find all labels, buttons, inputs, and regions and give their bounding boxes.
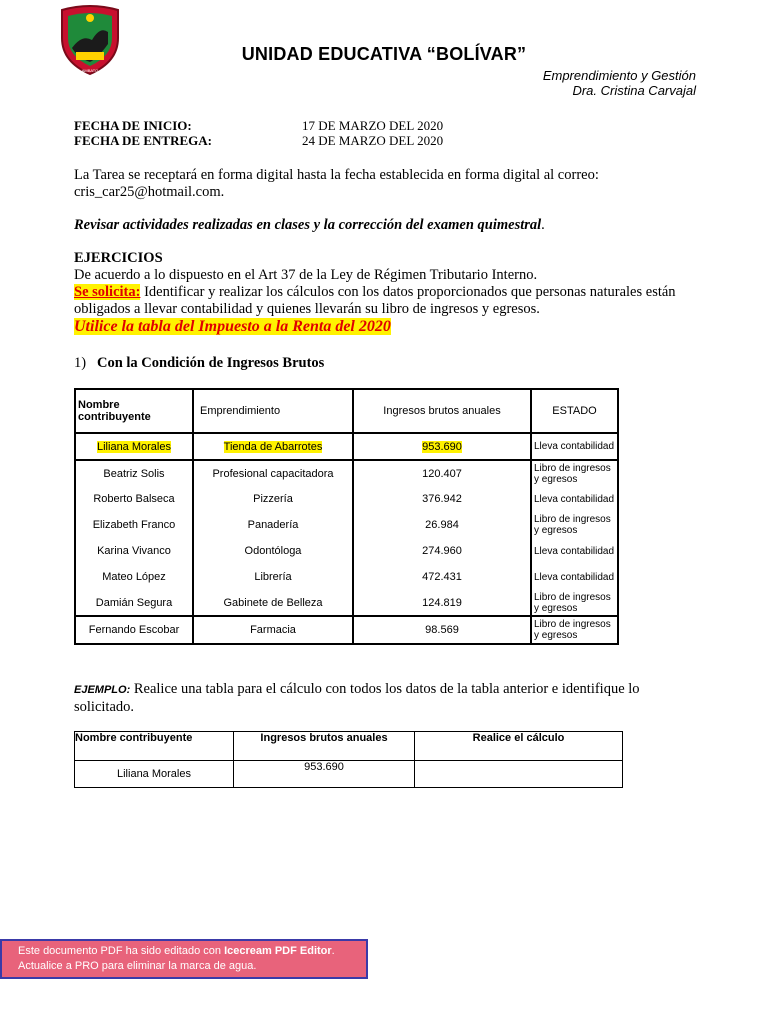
cell-business — [193, 433, 353, 460]
watermark-text-end: . — [331, 945, 335, 957]
review-period: . — [541, 217, 545, 233]
example-header-name: Nombre contribuyente — [75, 732, 234, 761]
table-row — [75, 512, 618, 538]
table-row — [75, 590, 618, 616]
cell-business: Profesional capacitadora — [193, 460, 353, 486]
example-label: EJEMPLO: — [74, 684, 131, 696]
cell-business: Panadería — [193, 512, 353, 538]
table-row — [75, 564, 618, 590]
example-cell-income: 953.690 — [234, 761, 415, 788]
section-title: Con la Condición de Ingresos Brutos — [96, 355, 325, 371]
cell-status: Libro de ingresos y egresos — [531, 512, 618, 538]
watermark-text-start: Este documento PDF ha sido editado con — [18, 945, 225, 957]
cell-business: Pizzería — [193, 486, 353, 512]
subject-name: Emprendimiento y Gestión — [542, 68, 696, 83]
logo-caption: AMBATO — [81, 68, 99, 73]
table-row — [75, 433, 618, 460]
example-cell-name: Liliana Morales — [75, 761, 234, 788]
cell-income: 98.569 — [353, 616, 531, 644]
cell-name: Damián Segura — [75, 590, 193, 616]
example-header-calc: Realice el cálculo — [415, 732, 623, 761]
cell-business: Gabinete de Belleza — [193, 590, 353, 616]
cell-business: Farmacia — [193, 616, 353, 644]
example-table — [74, 731, 623, 788]
watermark-line-2: Actualice a PRO para eliminar la marca de agua. — [18, 960, 257, 972]
section-number: 1) — [74, 355, 87, 371]
cell-name: Karina Vivanco — [75, 538, 193, 564]
cell-income: 472.431 — [353, 564, 531, 590]
start-date-value: 17 DE MARZO DEL 2020 — [302, 118, 444, 133]
cell-business: Librería — [193, 564, 353, 590]
submission-instructions: La Tarea se receptará en forma digital hasta la fecha establecida en forma digital al correo: cris_car25@hotmail.com. — [74, 167, 599, 200]
table-row — [75, 486, 618, 512]
shield-emblem-icon — [58, 4, 122, 76]
highlighted-name: Liliana Morales — [97, 440, 171, 453]
subject-block — [543, 68, 696, 98]
cell-income: 26.984 — [353, 512, 531, 538]
taxpayers-table — [74, 388, 619, 645]
cell-income: 376.942 — [353, 486, 531, 512]
header-business: Emprendimiento — [193, 389, 353, 433]
cell-status: Libro de ingresos y egresos — [531, 460, 618, 486]
cell-status: Libro de ingresos y egresos — [531, 590, 618, 616]
cell-name: Mateo López — [75, 564, 193, 590]
tax-table-note: Utilice la tabla del Impuesto a la Renta del 2020 — [74, 318, 391, 335]
cell-income: 120.407 — [353, 460, 531, 486]
review-instruction — [74, 217, 694, 234]
cell-status: Lleva contabilidad — [531, 433, 618, 460]
highlighted-business: Tienda de Abarrotes — [223, 440, 323, 453]
cell-status: Lleva contabilidad — [531, 538, 618, 564]
example-header-income: Ingresos brutos anuales — [234, 732, 415, 761]
tax-table-note-wrap — [74, 319, 694, 336]
cell-status: Lleva contabilidad — [531, 564, 618, 590]
due-date-value: 24 DE MARZO DEL 2020 — [302, 133, 444, 148]
cell-status: Libro de ingresos y egresos — [531, 616, 618, 644]
watermark-line-1 — [18, 944, 366, 959]
cell-name: Elizabeth Franco — [75, 512, 193, 538]
school-logo — [58, 4, 122, 76]
section-heading — [74, 355, 694, 372]
requested-text: Identificar y realizar los cálculos con los datos proporcionados que personas naturales están obligados a llevar contabilidad y quienes llevarán su libro de ingresos y egresos. — [74, 284, 676, 317]
table-row — [75, 538, 618, 564]
exercises-heading: EJERCICIOS — [74, 250, 163, 266]
requested-paragraph — [74, 284, 694, 317]
table-row — [75, 616, 618, 644]
header-status: ESTADO — [531, 389, 618, 433]
table-body-group — [75, 460, 618, 616]
highlighted-income: 953.690 — [422, 440, 462, 453]
table-row — [75, 460, 618, 486]
example-cell-calc — [415, 761, 623, 788]
watermark-product-name: Icecream PDF Editor — [224, 945, 332, 957]
example-paragraph — [74, 681, 694, 715]
requested-label: Se solicita: — [74, 284, 141, 300]
start-date-label: FECHA DE INICIO: — [74, 118, 192, 133]
table-header-row — [75, 389, 618, 433]
cell-name: Roberto Balseca — [75, 486, 193, 512]
cell-name: Beatriz Solis — [75, 460, 193, 486]
cell-income: 274.960 — [353, 538, 531, 564]
example-row — [75, 761, 623, 788]
teacher-name: Dra. Cristina Carvajal — [572, 83, 696, 98]
editor-watermark-banner[interactable] — [0, 939, 368, 979]
example-header-row — [75, 732, 623, 761]
cell-income — [353, 433, 531, 460]
cell-business: Odontóloga — [193, 538, 353, 564]
cell-name: Fernando Escobar — [75, 616, 193, 644]
due-date-label: FECHA DE ENTREGA: — [74, 133, 212, 148]
document-title: UNIDAD EDUCATIVA “BOLÍVAR” — [241, 44, 527, 64]
cell-status: Lleva contabilidad — [531, 486, 618, 512]
header-name: Nombre contribuyente — [75, 389, 193, 433]
example-text: Realice una tabla para el cálculo con todos los datos de la tabla anterior e identifique lo solicitado. — [74, 681, 640, 715]
review-text: Revisar actividades realizadas en clases y la corrección del examen quimestral — [74, 217, 542, 233]
exercises-law-reference: De acuerdo a lo dispuesto en el Art 37 de la Ley de Régimen Tributario Interno. — [74, 267, 538, 283]
cell-income: 124.819 — [353, 590, 531, 616]
cell-name — [75, 433, 193, 460]
header-income: Ingresos brutos anuales — [353, 389, 531, 433]
